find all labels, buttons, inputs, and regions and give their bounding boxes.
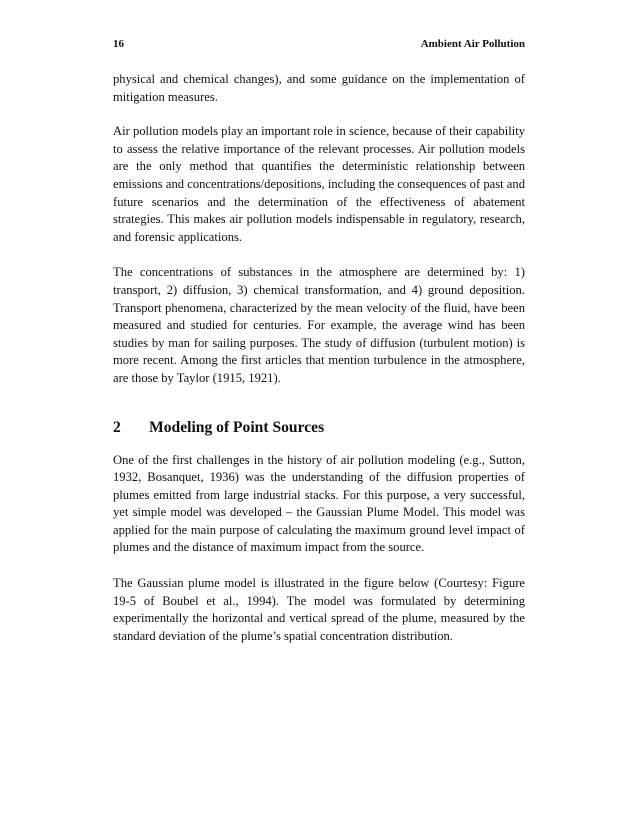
running-title: Ambient Air Pollution — [420, 38, 525, 50]
page-header — [113, 38, 525, 54]
paragraph-section-2: The Gaussian plume model is illustrated in the figure below (Courtesy: Figure 19-5 of Boubel et al., 1994). The model was formulated by determining experimentally the horizontal and vertical spread of the plume, measured by the standard deviation of the plume’s spatial concentration distribution. — [113, 576, 525, 643]
section-title: Modeling of Point Sources — [149, 418, 325, 436]
paragraph-intro-2: Air pollution models play an important role in science, because of their capability to assess the relative importance of the relevant processes. Air pollution models are the only method that quantifies the deterministic relationship between emissions and concentrations/depositions, including the consequences of past and future scenarios and the determination of the effectiveness of abatement strategies. This makes air pollution models indispensable in regulatory, research, and forensic applications. — [113, 124, 525, 244]
section-heading — [113, 418, 525, 438]
paragraph-intro-3: The concentrations of substances in the atmosphere are determined by: 1) transport, 2) diffusion, 3) chemical transformation, and 4) ground deposition. Transport phenomena, characterized by the mean velocity of the fluid, have been measured and studied for centuries. For example, the average wind has been studies by man for sailing purposes. The study of diffusion (turbulent motion) is more recent. Among the first articles that mention turbulence in the atmosphere, are those by Taylor (1915, 1921). — [113, 265, 525, 385]
paragraph-section-1: One of the first challenges in the history of air pollution modeling (e.g., Sutton, 1932, Bosanquet, 1936) was the understanding of the diffusion properties of plumes emitted from large industrial stacks. For this purpose, a very successful, yet simple model was developed – the Gaussian Plume Model. This model was applied for the main purpose of calculating the maximum ground level impact of plumes and the distance of maximum impact from the source. — [113, 452, 525, 555]
paragraph-intro-1: physical and chemical changes), and some guidance on the implementation of mitigation measures. — [113, 72, 525, 104]
section-number: 2 — [113, 418, 121, 436]
page-number: 16 — [113, 38, 124, 50]
page-body — [113, 71, 525, 663]
